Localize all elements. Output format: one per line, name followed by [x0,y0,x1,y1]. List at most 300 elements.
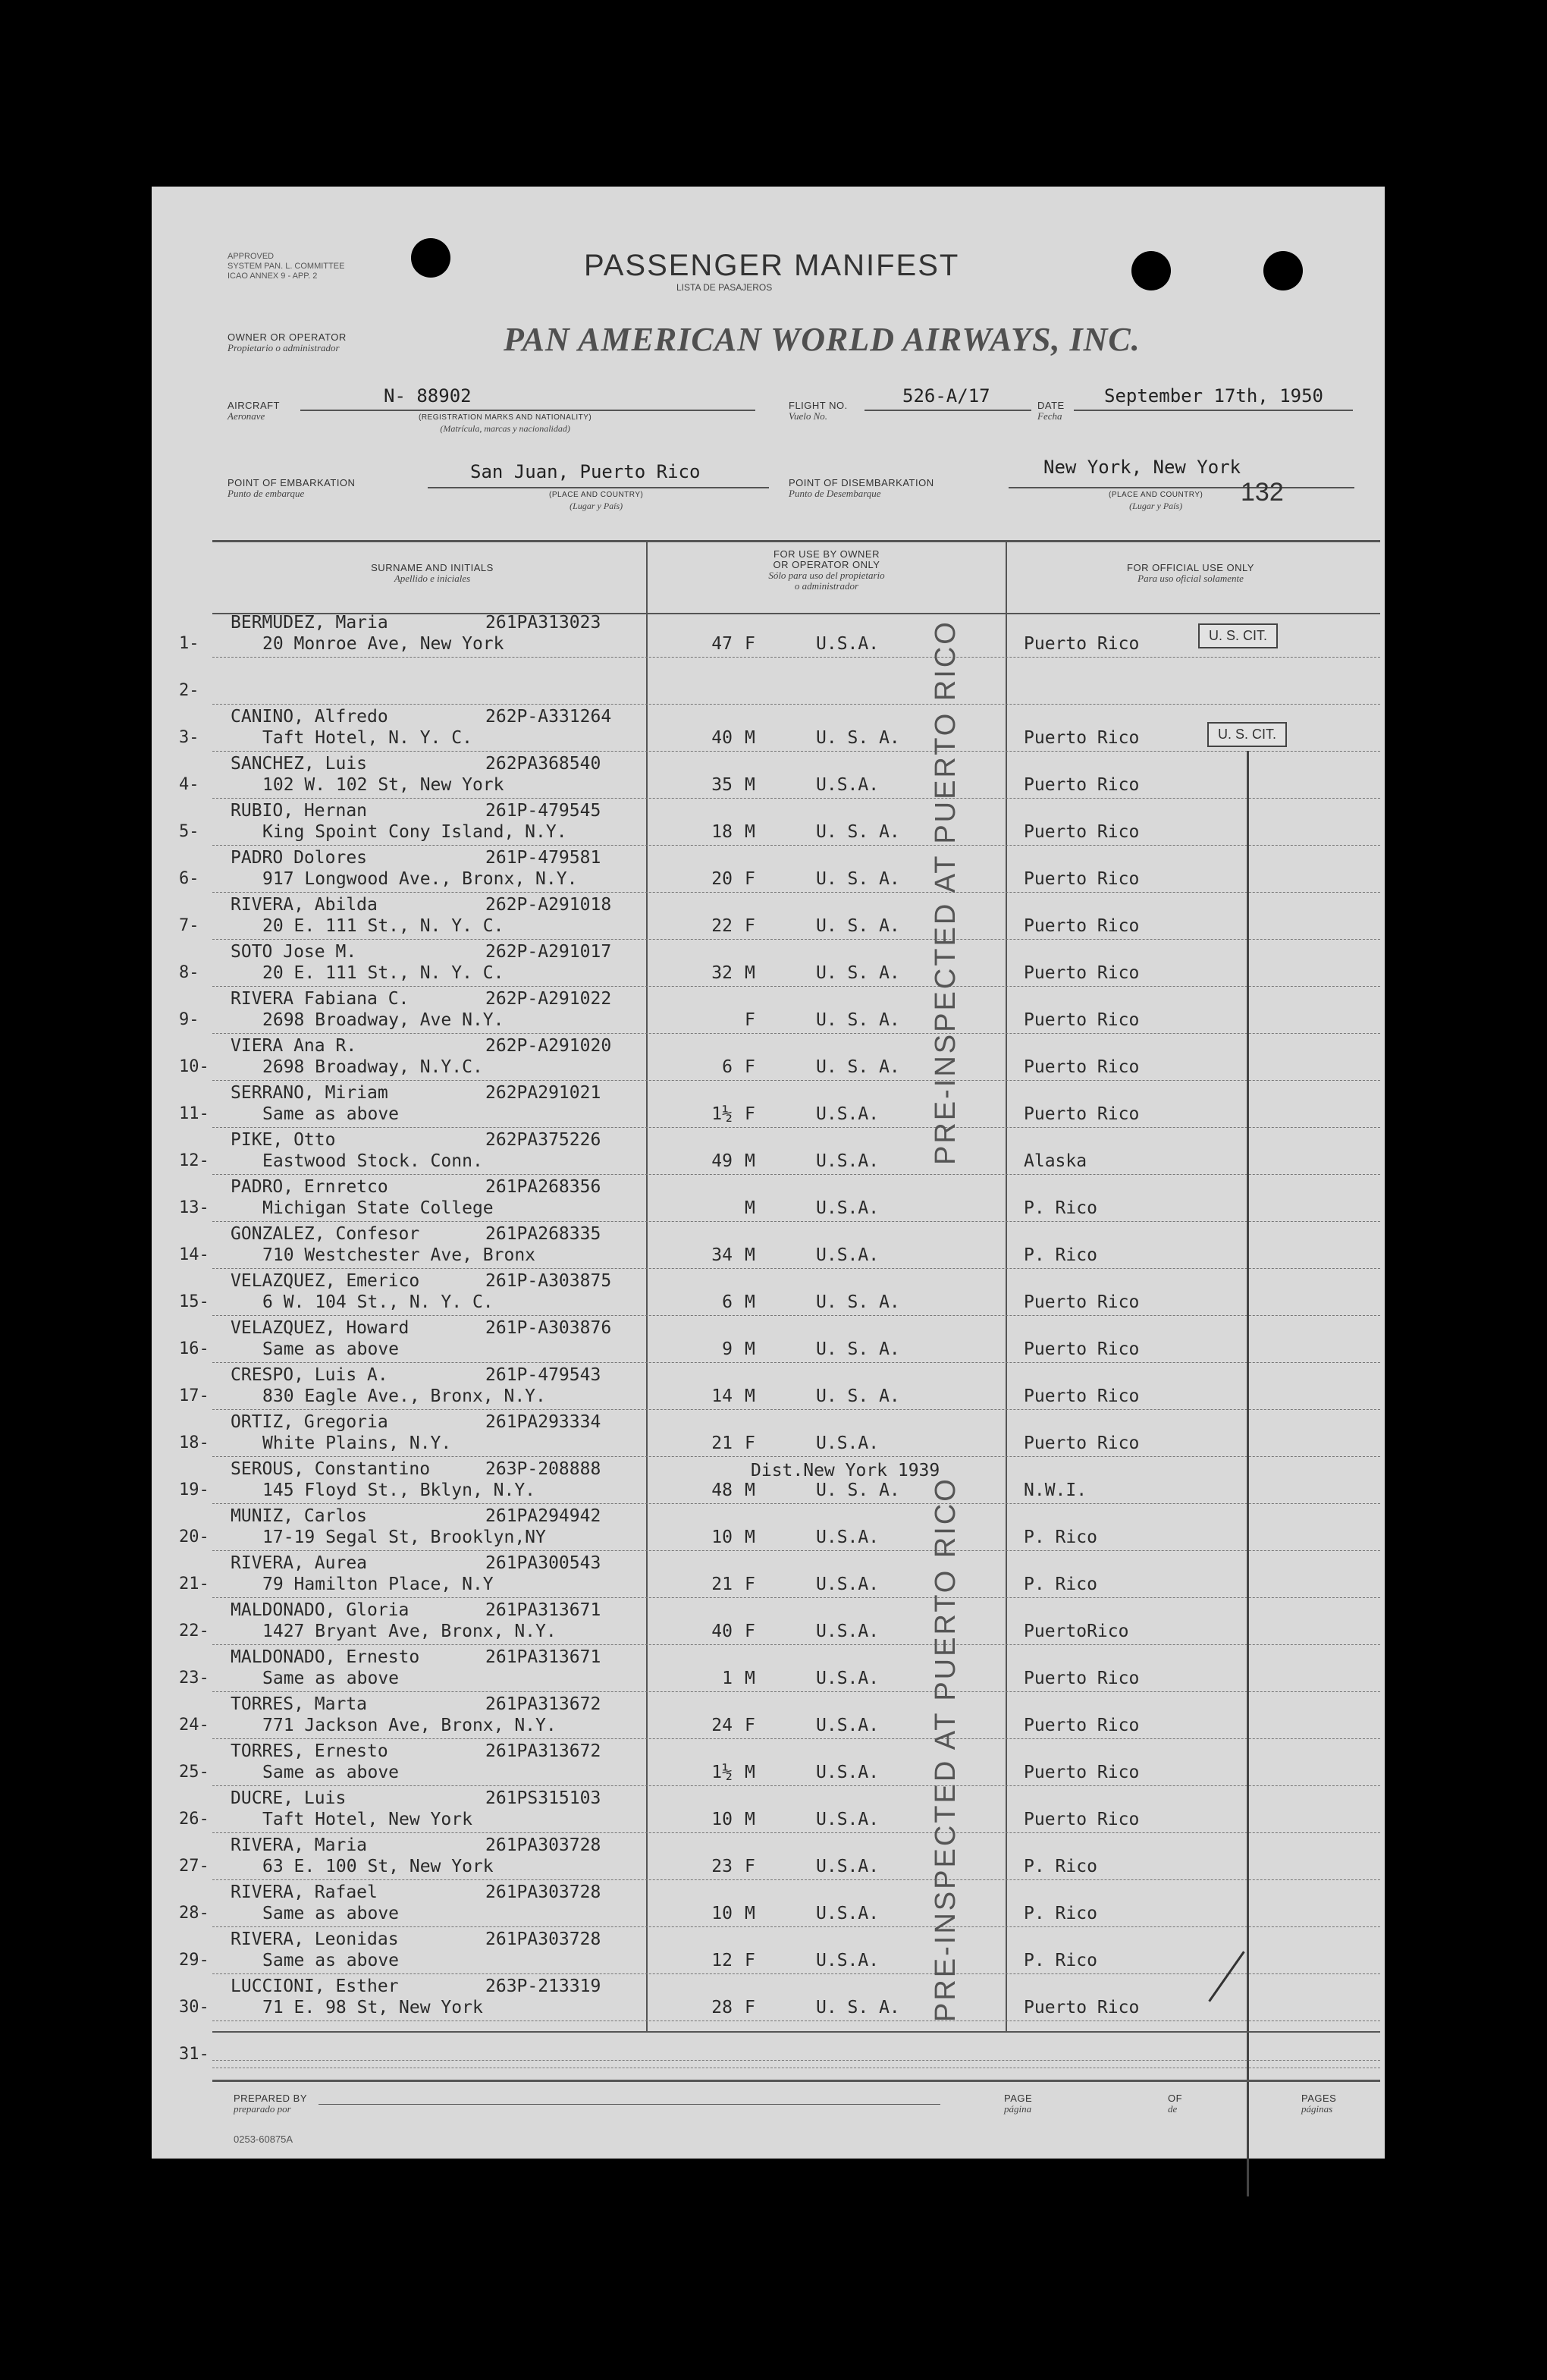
table-row [152,1223,1385,1270]
passenger-name: GONZALEZ, Confesor [231,1224,420,1244]
passenger-sex: M [745,1292,755,1312]
passenger-age: 49 [711,1151,733,1171]
form-number: 0253-60875A [234,2134,293,2145]
passenger-age: 10 [711,1904,733,1923]
passenger-address: Same as above [262,1339,400,1359]
row-number: 4- [179,775,199,794]
table-row [152,799,1385,846]
certificate-number: 261P-A303876 [485,1318,612,1338]
passenger-name: PADRO, Ernretco [231,1177,388,1197]
row-divider [212,1738,1380,1739]
certificate-number: 261P-479543 [485,1365,601,1385]
passenger-sex: F [745,1857,755,1876]
passenger-sex: M [745,1480,755,1500]
passenger-age: 28 [711,1998,733,2017]
row-number: 6- [179,869,199,888]
passenger-nationality: U.S.A. [816,1528,880,1547]
row-divider [212,1550,1380,1551]
passenger-name: RIVERA Fabiana C. [231,989,410,1009]
passenger-name: TORRES, Marta [231,1694,368,1714]
table-row [152,1129,1385,1176]
table-row [152,1787,1385,1834]
passenger-age: 20 [711,869,733,889]
column-header-owner-use: FOR USE BY OWNER OR OPERATOR ONLY Sólo para uso del propietario o administrador [768,548,885,592]
flight-label: FLIGHT NO. Vuelo No. [789,400,848,422]
passenger-address: Same as above [262,1951,400,1970]
row-number: 14- [179,1245,209,1264]
certificate-number: 262PA375226 [485,1130,601,1150]
registration-note: (REGISTRATION MARKS AND NATIONALITY) (Matrícula, marcas y nacionalidad) [419,413,592,434]
row-note: Dist.New York 1939 [751,1461,940,1480]
table-row [152,658,1385,705]
passenger-nationality: U.S.A. [816,634,880,654]
passenger-sex: F [745,1998,755,2017]
passenger-address: Same as above [262,1669,400,1688]
row-divider [212,751,1380,752]
row-divider [212,1127,1380,1128]
passenger-sex: F [745,1057,755,1077]
row-divider [212,1879,1380,1880]
official-destination: Alaska [1024,1151,1087,1171]
embark-label: POINT OF EMBARKATION Punto de embarque [228,477,356,499]
us-citizen-stamp: U. S. CIT. [1207,722,1287,747]
official-destination: P. Rico [1024,1528,1097,1547]
row-divider [212,892,1380,893]
certificate-number: 262P-A331264 [485,707,612,727]
passenger-nationality: U.S.A. [816,1151,880,1171]
passenger-name: SERRANO, Miriam [231,1083,388,1103]
certificate-number: 261PA303728 [485,1882,601,1902]
of-label: OF de [1168,2093,1183,2115]
passenger-nationality: U. S. A. [816,822,900,842]
passenger-sex: F [745,1716,755,1735]
passenger-sex: M [745,1339,755,1359]
official-destination: Puerto Rico [1024,1104,1140,1124]
row-number: 21- [179,1575,209,1593]
passenger-name: VELAZQUEZ, Emerico [231,1271,420,1291]
official-destination: Puerto Rico [1024,1810,1140,1829]
certificate-number: 261PA293334 [485,1412,601,1432]
row-divider [212,1456,1380,1457]
table-row [152,1646,1385,1693]
table-row [152,2022,1385,2069]
passenger-address: 63 E. 100 St, New York [262,1857,494,1876]
row-number: 10- [179,1057,209,1076]
row-number: 20- [179,1528,209,1546]
table-row [152,940,1385,987]
certificate-number: 261PA303728 [485,1929,601,1949]
passenger-address: Same as above [262,1104,400,1124]
official-destination: Puerto Rico [1024,1386,1140,1406]
passenger-age: 35 [711,775,733,795]
certificate-number: 261PA303728 [485,1835,601,1855]
passenger-sex: M [745,1904,755,1923]
owner-value: PAN AMERICAN WORLD AIRWAYS, INC. [504,321,1141,358]
punch-hole [1263,251,1303,290]
certificate-number: 261PA268356 [485,1177,601,1197]
official-destination: Puerto Rico [1024,1010,1140,1030]
passenger-nationality: U.S.A. [816,1810,880,1829]
official-destination: Puerto Rico [1024,1998,1140,2017]
passenger-address: Eastwood Stock. Conn. [262,1151,483,1171]
passenger-nationality: U. S. A. [816,1480,900,1500]
passenger-age: 34 [711,1245,733,1265]
official-destination: Puerto Rico [1024,869,1140,889]
passenger-name: PADRO Dolores [231,848,368,868]
passenger-sex: M [745,1151,755,1171]
passenger-name: PIKE, Otto [231,1130,336,1150]
row-divider [212,1832,1380,1833]
passenger-nationality: U.S.A. [816,1245,880,1265]
row-divider [212,986,1380,987]
passenger-name: DUCRE, Luis [231,1788,347,1808]
passenger-nationality: U. S. A. [816,963,900,983]
passenger-nationality: U. S. A. [816,916,900,936]
passenger-name: VIERA Ana R. [231,1036,357,1056]
passenger-sex: M [745,1528,755,1547]
passenger-address: Taft Hotel, New York [262,1810,472,1829]
row-divider [212,1785,1380,1786]
passenger-address: 1427 Bryant Ave, Bronx, N.Y. [262,1622,557,1641]
passenger-sex: F [745,1104,755,1124]
passenger-nationality: U.S.A. [816,1857,880,1876]
passenger-address: 20 E. 111 St., N. Y. C. [262,916,504,936]
passenger-nationality: U.S.A. [816,1669,880,1688]
certificate-number: 261PA268335 [485,1224,601,1244]
row-divider [212,845,1380,846]
row-divider [212,1926,1380,1927]
table-row [152,1552,1385,1599]
certificate-number: 261PA313023 [485,613,601,633]
passenger-address: 20 E. 111 St., N. Y. C. [262,963,504,983]
certificate-number: 261P-479545 [485,801,601,821]
flight-value: 526-A/17 [902,385,990,407]
official-destination: Puerto Rico [1024,963,1140,983]
official-destination: PuertoRico [1024,1622,1129,1641]
row-divider [212,1362,1380,1363]
official-destination: Puerto Rico [1024,1669,1140,1688]
punch-hole [411,238,450,278]
row-divider [212,1174,1380,1175]
passenger-name: MALDONADO, Ernesto [231,1647,420,1667]
row-divider [212,1691,1380,1692]
official-destination: Puerto Rico [1024,1339,1140,1359]
passenger-age: 1½ [711,1104,733,1124]
passenger-address: Michigan State College [262,1198,494,1218]
official-destination: Puerto Rico [1024,1433,1140,1453]
pages-label: PAGES páginas [1301,2093,1337,2115]
passenger-name: ORTIZ, Gregoria [231,1412,388,1432]
certificate-number: 261PA300543 [485,1553,601,1573]
table-row [152,705,1385,752]
official-destination: Puerto Rico [1024,634,1140,654]
passenger-list [152,611,1385,2090]
embark-place-note: (PLACE AND COUNTRY) (Lugar y País) [549,491,644,511]
passenger-age: 10 [711,1810,733,1829]
official-destination: P. Rico [1024,1951,1097,1970]
aircraft-label: AIRCRAFT Aeronave [228,400,280,422]
disembark-value: New York, New York [1043,457,1241,478]
certificate-number: 261PA313671 [485,1647,601,1667]
official-destination: P. Rico [1024,1245,1097,1265]
passenger-nationality: U.S.A. [816,1104,880,1124]
column-header-official-use: FOR OFFICIAL USE ONLY Para uso oficial solamente [1127,562,1254,584]
table-row [152,1599,1385,1646]
passenger-sex: M [745,1810,755,1829]
passenger-address: White Plains, N.Y. [262,1433,452,1453]
row-divider [212,1973,1380,1974]
passenger-age: 40 [711,1622,733,1641]
passenger-nationality: U.S.A. [816,1622,880,1641]
passenger-nationality: U. S. A. [816,1292,900,1312]
certificate-number: 262PA368540 [485,754,601,774]
table-row [152,1317,1385,1364]
passenger-address: 79 Hamilton Place, N.Y [262,1575,494,1594]
table-row [152,1035,1385,1082]
passenger-age: 18 [711,822,733,842]
row-number: 12- [179,1151,209,1170]
row-divider [212,939,1380,940]
official-destination: P. Rico [1024,1857,1097,1876]
passenger-sex: M [745,822,755,842]
row-divider [212,798,1380,799]
certificate-number: 262P-A291020 [485,1036,612,1056]
prepared-by-label: PREPARED BY preparado por [234,2093,308,2115]
certificate-number: 261P-A303875 [485,1271,612,1291]
official-destination: Puerto Rico [1024,916,1140,936]
row-divider [212,2020,1380,2021]
row-divider [212,1644,1380,1645]
certificate-number: 262P-A291022 [485,989,612,1009]
row-number: 25- [179,1763,209,1782]
passenger-address: 2698 Broadway, N.Y.C. [262,1057,483,1077]
table-row [152,846,1385,893]
passenger-name: RIVERA, Abilda [231,895,378,915]
official-destination: Puerto Rico [1024,1292,1140,1312]
certificate-number: 263P-213319 [485,1977,601,1996]
sheet-number: 132 [1241,478,1284,507]
disembark-place-note: (PLACE AND COUNTRY) (Lugar y País) [1109,491,1203,511]
table-row [152,987,1385,1035]
aircraft-value: N- 88902 [384,385,472,407]
passenger-sex: F [745,1575,755,1594]
official-destination: Puerto Rico [1024,822,1140,842]
passenger-address: Same as above [262,1763,400,1782]
certificate-number: 263P-208888 [485,1459,601,1479]
table-row [152,1458,1385,1505]
approval-text: APPROVED SYSTEM PAN. L. COMMITTEE ICAO ANNEX 9 - APP. 2 [228,252,345,281]
passenger-address: 102 W. 102 St, New York [262,775,504,795]
disembark-label: POINT OF DISEMBARKATION Punto de Desembarque [789,477,934,499]
row-number: 5- [179,822,199,841]
passenger-sex: F [745,1951,755,1970]
table-row [152,1176,1385,1223]
passenger-age: 22 [711,916,733,936]
passenger-age: 23 [711,1857,733,1876]
row-divider [212,1080,1380,1081]
passenger-sex: F [745,869,755,889]
passenger-name: CRESPO, Luis A. [231,1365,388,1385]
passenger-nationality: U. S. A. [816,1386,900,1406]
passenger-nationality: U.S.A. [816,775,880,795]
row-divider [212,704,1380,705]
page-label: PAGE página [1004,2093,1033,2115]
passenger-name: MUNIZ, Carlos [231,1506,368,1526]
passenger-age: 47 [711,634,733,654]
passenger-age: 14 [711,1386,733,1406]
row-number: 30- [179,1998,209,2017]
passenger-address: 830 Eagle Ave., Bronx, N.Y. [262,1386,546,1406]
passenger-nationality: U.S.A. [816,1951,880,1970]
passenger-address: 771 Jackson Ave, Bronx, N.Y. [262,1716,557,1735]
passenger-nationality: U.S.A. [816,1716,880,1735]
passenger-sex: F [745,1010,755,1030]
passenger-address: 17-19 Segal St, Brooklyn,NY [262,1528,546,1547]
passenger-name: RIVERA, Maria [231,1835,368,1855]
row-number: 2- [179,681,199,700]
passenger-age: 21 [711,1433,733,1453]
certificate-number: 261PA313672 [485,1741,601,1761]
official-destination: Puerto Rico [1024,775,1140,795]
passenger-name: SEROUS, Constantino [231,1459,431,1479]
passenger-sex: M [745,1198,755,1218]
passenger-address: 145 Floyd St., Bklyn, N.Y. [262,1480,536,1500]
passenger-address: King Spoint Cony Island, N.Y. [262,822,567,842]
row-number: 17- [179,1386,209,1405]
official-destination: P. Rico [1024,1904,1097,1923]
passenger-name: TORRES, Ernesto [231,1741,388,1761]
row-number: 31- [179,2045,209,2064]
passenger-address: Taft Hotel, N. Y. C. [262,728,472,748]
row-number: 28- [179,1904,209,1923]
table-row [152,893,1385,940]
passenger-sex: M [745,775,755,795]
row-number: 13- [179,1198,209,1217]
certificate-number: 261P-479581 [485,848,601,868]
passenger-age: 24 [711,1716,733,1735]
row-number: 26- [179,1810,209,1829]
passenger-nationality: U.S.A. [816,1904,880,1923]
passenger-nationality: U.S.A. [816,1763,880,1782]
passenger-age: 48 [711,1480,733,1500]
table-row [152,1411,1385,1458]
table-row [152,1834,1385,1881]
continuation-line [1247,751,1249,2196]
row-number: 15- [179,1292,209,1311]
table-row [152,1082,1385,1129]
row-number: 3- [179,728,199,747]
passenger-address: 2698 Broadway, Ave N.Y. [262,1010,504,1030]
official-destination: Puerto Rico [1024,1716,1140,1735]
passenger-name: SANCHEZ, Luis [231,754,368,774]
official-destination: Puerto Rico [1024,1057,1140,1077]
passenger-nationality: U.S.A. [816,1575,880,1594]
official-destination: P. Rico [1024,1575,1097,1594]
table-row [152,1881,1385,1928]
row-number: 22- [179,1622,209,1641]
date-value: September 17th, 1950 [1104,385,1323,407]
passenger-sex: F [745,916,755,936]
passenger-age: 10 [711,1528,733,1547]
passenger-address: Same as above [262,1904,400,1923]
passenger-age: 21 [711,1575,733,1594]
passenger-nationality: U. S. A. [816,1010,900,1030]
passenger-name: RUBIO, Hernan [231,801,368,821]
row-divider [212,1221,1380,1222]
passenger-sex: F [745,1433,755,1453]
passenger-name: BERMUDEZ, Maria [231,613,388,633]
row-number: 16- [179,1339,209,1358]
passenger-age: 32 [711,963,733,983]
passenger-age: 40 [711,728,733,748]
passenger-sex: F [745,1622,755,1641]
passenger-nationality: U. S. A. [816,1339,900,1359]
row-number: 9- [179,1010,199,1029]
row-number: 11- [179,1104,209,1123]
certificate-number: 261PA313672 [485,1694,601,1714]
row-divider [212,1597,1380,1598]
passenger-address: 6 W. 104 St., N. Y. C. [262,1292,494,1312]
certificate-number: 262P-A291017 [485,942,612,962]
passenger-name: RIVERA, Leonidas [231,1929,399,1949]
passenger-age: 9 [722,1339,733,1359]
passenger-name: LUCCIONI, Esther [231,1977,399,1996]
certificate-number: 261PA294942 [485,1506,601,1526]
row-number: 1- [179,634,199,653]
table-row [152,1270,1385,1317]
column-header-surname: SURNAME AND INITIALS Apellido e iniciales [371,562,494,584]
passenger-sex: M [745,1245,755,1265]
date-label: DATE Fecha [1037,400,1065,422]
official-destination: P. Rico [1024,1198,1097,1218]
passenger-name: MALDONADO, Gloria [231,1600,410,1620]
row-number: 8- [179,963,199,982]
table-row [152,1693,1385,1740]
table-row [152,1740,1385,1787]
punch-hole [1131,251,1171,290]
passenger-name: SOTO Jose M. [231,942,357,962]
owner-label: OWNER OR OPERATOR Propietario o administrador [228,331,347,353]
passenger-name: RIVERA, Aurea [231,1553,368,1573]
passenger-nationality: U. S. A. [816,728,900,748]
passenger-name: RIVERA, Rafael [231,1882,378,1902]
manifest-sheet [152,187,1385,2159]
official-destination: Puerto Rico [1024,1763,1140,1782]
passenger-nationality: U. S. A. [816,1998,900,2017]
table-row [152,1364,1385,1411]
row-number: 19- [179,1480,209,1499]
passenger-sex: M [745,1763,755,1782]
passenger-address: 710 Westchester Ave, Bronx [262,1245,536,1265]
passenger-age: 1½ [711,1763,733,1782]
row-number: 24- [179,1716,209,1735]
embark-value: San Juan, Puerto Rico [470,461,701,482]
row-number: 7- [179,916,199,935]
table-row [152,1505,1385,1552]
passenger-sex: M [745,1386,755,1406]
passenger-nationality: U. S. A. [816,1057,900,1077]
official-destination: Puerto Rico [1024,728,1140,748]
row-number: 18- [179,1433,209,1452]
passenger-sex: M [745,1669,755,1688]
table-row [152,752,1385,799]
pre-inspected-stamp: PRE-INSPECTED AT PUERTO RICO [930,1477,962,2022]
row-divider [212,1409,1380,1410]
certificate-number: 262PA291021 [485,1083,601,1103]
passenger-name: VELAZQUEZ, Howard [231,1318,410,1338]
table-row [152,1928,1385,1975]
row-number: 29- [179,1951,209,1970]
